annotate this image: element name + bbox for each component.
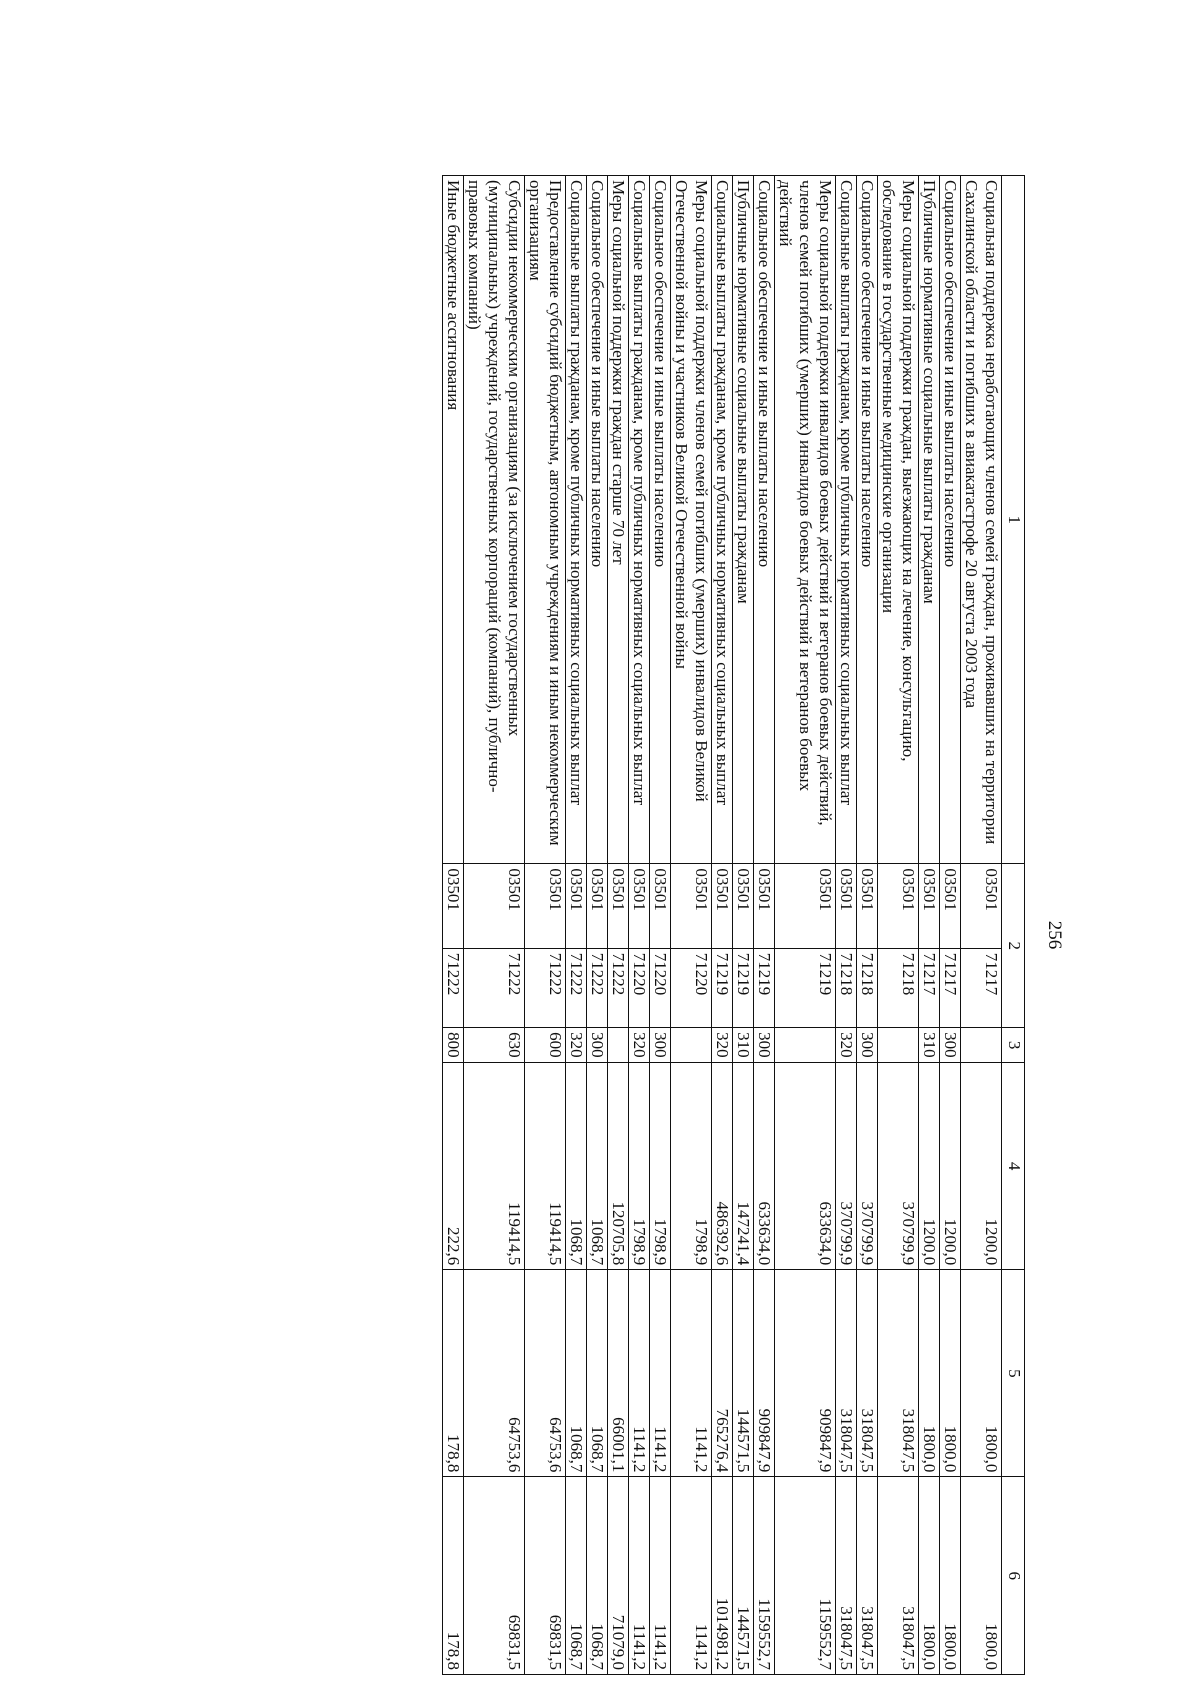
row-section-code: 03501 [525,864,566,948]
row-name: Социальное обеспечение и иные выплаты населению [587,176,608,864]
row-target-code: 71220 [671,948,712,1027]
row-expense-type: 320 [836,1028,857,1063]
budget-table [442,175,1025,1675]
row-target-code: 71219 [775,948,836,1027]
row-target-code: 71222 [566,948,587,1027]
row-value-col5: 1800,0 [940,1270,961,1477]
row-name: Меры социальной поддержки граждан, выезжающих на лечение, консультацию, обследование в государственные медицинские организации [878,176,919,864]
row-name: Социальное обеспечение и иные выплаты населению [857,176,878,864]
header-col-3: 3 [1002,1028,1025,1063]
row-name: Социальное обеспечение и иные выплаты населению [940,176,961,864]
row-value-col5: 1800,0 [919,1270,940,1477]
row-value-col5: 318047,5 [836,1270,857,1477]
row-value-col4: 120705,8 [608,1063,629,1270]
row-section-code: 03501 [587,864,608,948]
row-name: Социальное обеспечение и иные выплаты населению [754,176,775,864]
row-value-col6: 1141,2 [650,1477,671,1675]
row-section-code: 03501 [733,864,754,948]
row-value-col6: 1141,2 [629,1477,650,1675]
row-name: Социальные выплаты гражданам, кроме публичных нормативных социальных выплат [836,176,857,864]
row-name: Социальное обеспечение и иные выплаты населению [650,176,671,864]
row-section-code: 03501 [464,864,525,948]
row-expense-type: 300 [754,1028,775,1063]
row-value-col5: 318047,5 [857,1270,878,1477]
row-value-col6: 318047,5 [857,1477,878,1675]
row-section-code: 03501 [629,864,650,948]
row-section-code: 03501 [878,864,919,948]
table-row [961,176,1002,1675]
table-row [443,176,464,1675]
row-target-code: 71219 [754,948,775,1027]
row-name: Публичные нормативные социальные выплаты гражданам [919,176,940,864]
row-value-col6: 69831,5 [464,1477,525,1675]
row-target-code: 71218 [857,948,878,1027]
row-value-col5: 144571,5 [733,1270,754,1477]
row-value-col4: 1798,9 [650,1063,671,1270]
header-col-4: 4 [1002,1063,1025,1270]
row-value-col4: 119414,5 [525,1063,566,1270]
row-section-code: 03501 [775,864,836,948]
row-target-code: 71218 [878,948,919,1027]
row-value-col4: 1798,9 [671,1063,712,1270]
row-value-col4: 370799,9 [836,1063,857,1270]
table-row [733,176,754,1675]
row-value-col4: 1200,0 [961,1063,1002,1270]
row-value-col6: 1068,7 [566,1477,587,1675]
row-value-col4: 633634,0 [754,1063,775,1270]
row-name: Социальные выплаты гражданам, кроме публичных нормативных социальных выплат [712,176,733,864]
row-name: Публичные нормативные социальные выплаты гражданам [733,176,754,864]
row-value-col4: 119414,5 [464,1063,525,1270]
row-value-col4: 370799,9 [857,1063,878,1270]
row-expense-type [608,1028,629,1063]
row-value-col5: 1141,2 [629,1270,650,1477]
row-expense-type: 300 [857,1028,878,1063]
row-expense-type [775,1028,836,1063]
row-section-code: 03501 [608,864,629,948]
row-value-col5: 1141,2 [671,1270,712,1477]
row-value-col6: 1014981,2 [712,1477,733,1675]
table-row [608,176,629,1675]
row-value-col5: 1800,0 [961,1270,1002,1477]
row-name: Социальные выплаты гражданам, кроме публичных нормативных социальных выплат [629,176,650,864]
header-col-6: 6 [1002,1477,1025,1675]
row-section-code: 03501 [566,864,587,948]
row-target-code: 71217 [961,948,1002,1027]
row-target-code: 71222 [525,948,566,1027]
row-value-col5: 318047,5 [878,1270,919,1477]
row-value-col4: 633634,0 [775,1063,836,1270]
row-name: Иные бюджетные ассигнования [443,176,464,864]
row-expense-type: 320 [629,1028,650,1063]
row-expense-type: 310 [919,1028,940,1063]
row-target-code: 71219 [733,948,754,1027]
row-value-col6: 1159552,7 [754,1477,775,1675]
row-expense-type: 300 [940,1028,961,1063]
row-value-col6: 144571,5 [733,1477,754,1675]
row-value-col5: 1141,2 [650,1270,671,1477]
table-row [940,176,961,1675]
row-expense-type: 600 [525,1028,566,1063]
table-row [671,176,712,1675]
row-section-code: 03501 [940,864,961,948]
row-value-col6: 1159552,7 [775,1477,836,1675]
row-name: Социальные выплаты гражданам, кроме публичных нормативных социальных выплат [566,176,587,864]
header-col-2: 2 [1002,864,1025,1028]
row-section-code: 03501 [919,864,940,948]
table-row [464,176,525,1675]
row-value-col6: 69831,5 [525,1477,566,1675]
row-target-code: 71219 [712,948,733,1027]
row-expense-type: 800 [443,1028,464,1063]
table-row [775,176,836,1675]
row-expense-type: 300 [650,1028,671,1063]
row-expense-type: 630 [464,1028,525,1063]
row-value-col4: 222,6 [443,1063,464,1270]
row-value-col6: 318047,5 [878,1477,919,1675]
row-value-col4: 486392,6 [712,1063,733,1270]
row-name: Меры социальной поддержки инвалидов боевых действий и ветеранов боевых действий, членов семей погибших (умерших) инвалидов боевых действий и ветеранов боевых действий [775,176,836,864]
row-section-code: 03501 [754,864,775,948]
row-expense-type: 320 [712,1028,733,1063]
rotated-page [79,145,1125,1675]
table-row [878,176,919,1675]
row-value-col4: 1200,0 [919,1063,940,1270]
row-name: Предоставление субсидий бюджетным, автономным учреждениям и иным некоммерческим организациям [525,176,566,864]
row-expense-type: 320 [566,1028,587,1063]
row-target-code: 71222 [443,948,464,1027]
row-target-code: 71222 [608,948,629,1027]
row-value-col5: 178,8 [443,1270,464,1477]
row-target-code: 71222 [587,948,608,1027]
row-value-col6: 1800,0 [919,1477,940,1675]
table-row [525,176,566,1675]
row-target-code: 71218 [836,948,857,1027]
row-section-code: 03501 [961,864,1002,948]
table-header-row [1002,176,1025,1675]
row-expense-type: 300 [587,1028,608,1063]
table-row [650,176,671,1675]
row-value-col5: 66001,1 [608,1270,629,1477]
row-value-col5: 1068,7 [566,1270,587,1477]
row-value-col6: 178,8 [443,1477,464,1675]
header-col-1: 1 [1002,176,1025,864]
table-row [587,176,608,1675]
row-expense-type [961,1028,1002,1063]
row-target-code: 71220 [650,948,671,1027]
row-section-code: 03501 [857,864,878,948]
row-value-col4: 1798,9 [629,1063,650,1270]
row-value-col5: 909847,9 [754,1270,775,1477]
row-expense-type [671,1028,712,1063]
table-row [566,176,587,1675]
row-section-code: 03501 [836,864,857,948]
row-value-col5: 64753,6 [464,1270,525,1477]
row-value-col6: 1800,0 [940,1477,961,1675]
row-name: Социальная поддержка неработающих членов семей граждан, проживавших на территории Сахалинской области и погибших в авиакатастрофе 20 августа 2003 года [961,176,1002,864]
row-value-col6: 1068,7 [587,1477,608,1675]
page-number: 256 [1044,920,1065,950]
table-row [857,176,878,1675]
row-value-col6: 71079,0 [608,1477,629,1675]
row-value-col4: 1068,7 [566,1063,587,1270]
table-row [919,176,940,1675]
row-section-code: 03501 [671,864,712,948]
header-col-5: 5 [1002,1270,1025,1477]
table-row [712,176,733,1675]
row-value-col6: 318047,5 [836,1477,857,1675]
row-value-col5: 64753,6 [525,1270,566,1477]
table-row [754,176,775,1675]
row-value-col4: 370799,9 [878,1063,919,1270]
row-value-col6: 1141,2 [671,1477,712,1675]
row-target-code: 71220 [629,948,650,1027]
row-section-code: 03501 [650,864,671,948]
row-target-code: 71217 [940,948,961,1027]
row-section-code: 03501 [712,864,733,948]
row-value-col6: 1800,0 [961,1477,1002,1675]
row-value-col5: 1068,7 [587,1270,608,1477]
row-name: Субсидии некоммерческим организациям (за исключением государственных (муниципальных) учреждений, государственных корпораций (компаний), публично-правовых компаний) [464,176,525,864]
row-name: Меры социальной поддержки членов семей погибших (умерших) инвалидов Великой Отечественной войны и участников Великой Отечественной войны [671,176,712,864]
table-row [836,176,857,1675]
row-value-col5: 909847,9 [775,1270,836,1477]
table-row [629,176,650,1675]
table-body [443,176,1002,1675]
row-target-code: 71222 [464,948,525,1027]
row-section-code: 03501 [443,864,464,948]
row-name: Меры социальной поддержки граждан старше 70 лет [608,176,629,864]
row-value-col4: 147241,4 [733,1063,754,1270]
row-expense-type [878,1028,919,1063]
row-target-code: 71217 [919,948,940,1027]
row-value-col4: 1068,7 [587,1063,608,1270]
row-value-col4: 1200,0 [940,1063,961,1270]
row-expense-type: 310 [733,1028,754,1063]
row-value-col5: 765276,4 [712,1270,733,1477]
